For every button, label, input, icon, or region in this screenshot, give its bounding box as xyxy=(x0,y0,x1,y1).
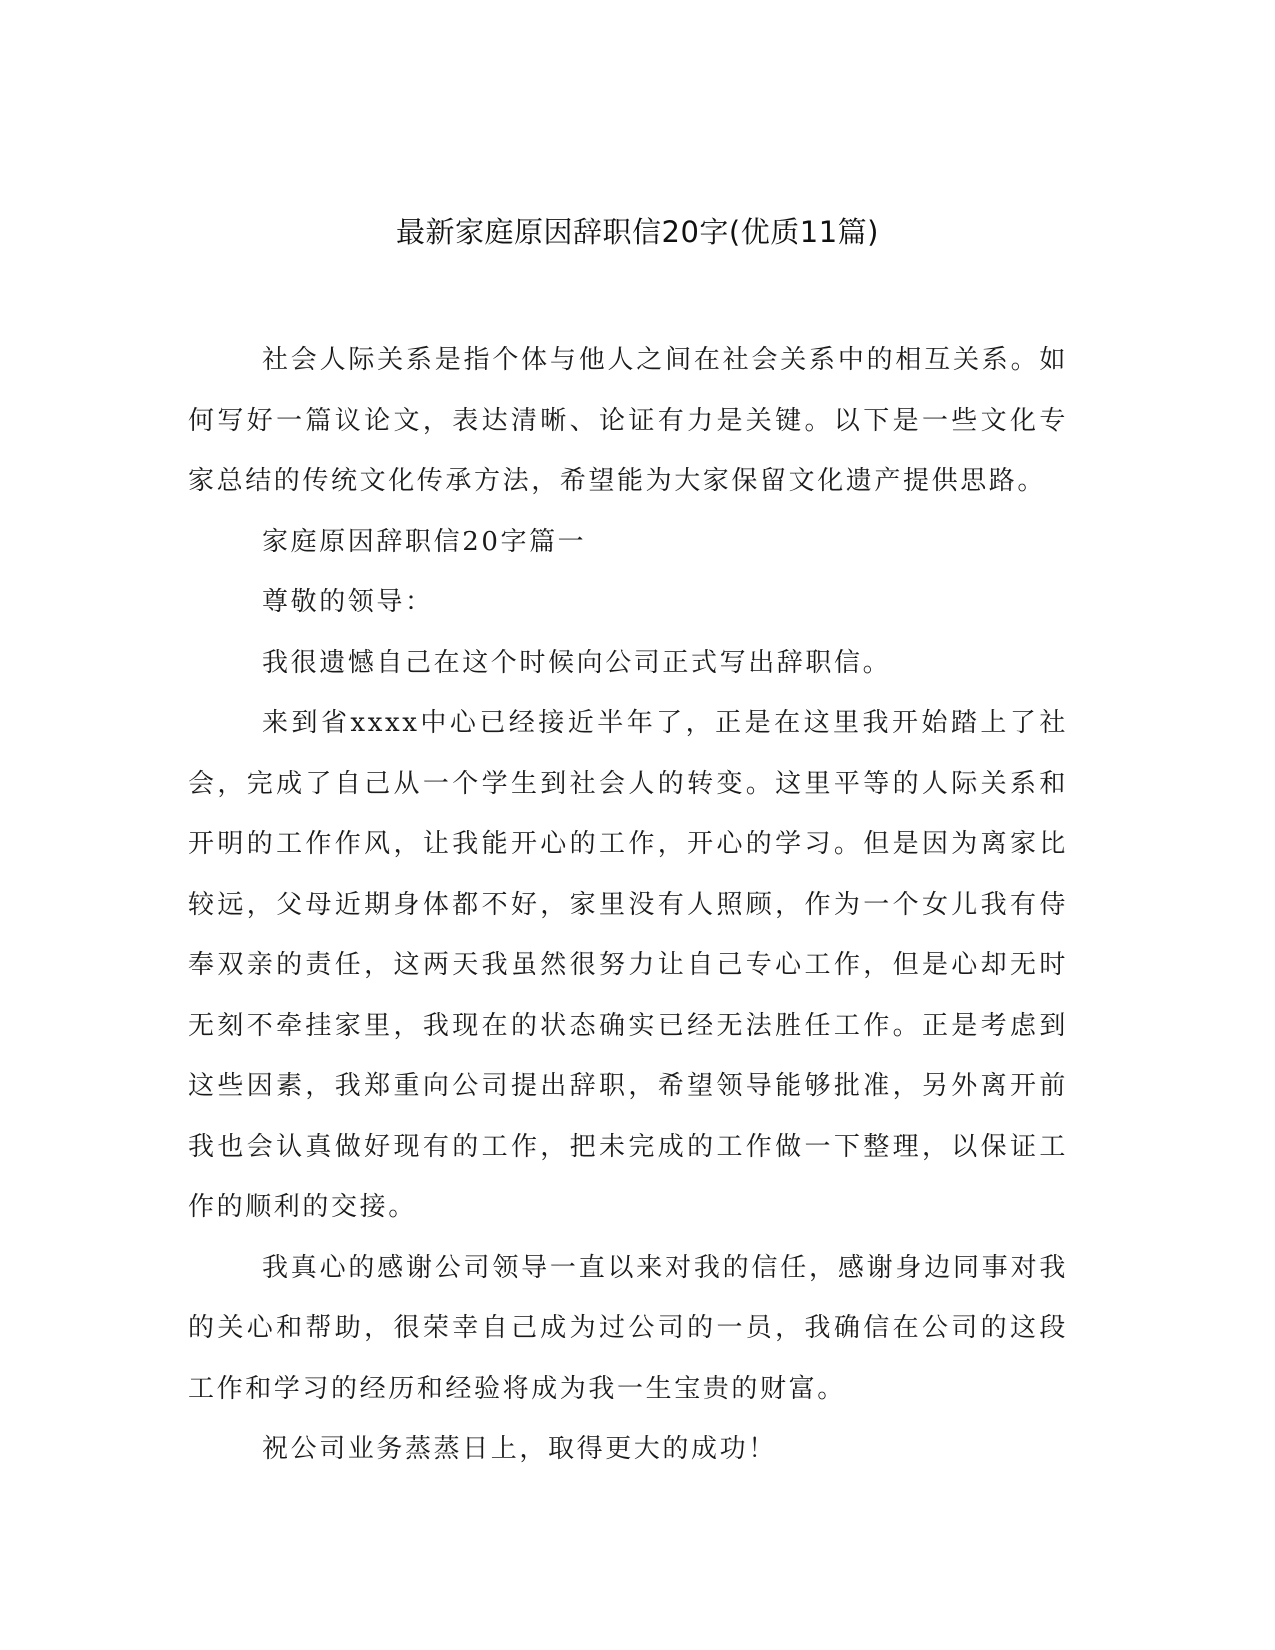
section-heading: 家庭原因辞职信20字篇一 xyxy=(262,526,587,557)
document-title: 最新家庭原因辞职信20字(优质11篇) xyxy=(396,215,879,249)
intro-paragraph: 社会人际关系是指个体与他人之间在社会关系中的相互关系。如何写好一篇议论文，表达清晰、论证有力是关键。以下是一些文化专家总结的传统文化传承方法，希望能为大家保留文化遗产提供思路。 xyxy=(188,345,1068,496)
letter-paragraph: 来到省xxxx中心已经接近半年了，正是在这里我开始踏上了社会，完成了自己从一个学生到社会人的转变。这里平等的人际关系和开明的工作作风，让我能开心的工作，开心的学习。但是因为离家比较远，父母近期身体都不好，家里没有人照顾，作为一个女儿我有侍奉双亲的责任，这两天我虽然很努力让自己专心工作，但是心却无时无刻不牵挂家里，我现在的状态确实已经无法胜任工作。正是考虑到这些因素，我郑重向公司提出辞职，希望领导能够批准，另外离开前我也会认真做好现有的工作，把未完成的工作做一下整理，以保证工作的顺利的交接。 xyxy=(188,708,1068,1222)
letter-paragraph: 我很遗憾自己在这个时候向公司正式写出辞职信。 xyxy=(262,647,892,678)
closing-wish: 祝公司业务蒸蒸日上，取得更大的成功！ xyxy=(262,1434,777,1464)
document-body xyxy=(188,330,1068,1480)
letter-paragraph: 我真心的感谢公司领导一直以来对我的信任，感谢身边同事对我的关心和帮助，很荣幸自己成为过公司的一员，我确信在公司的这段工作和学习的经历和经验将成为我一生宝贵的财富。 xyxy=(188,1252,1068,1404)
salutation: 尊敬的领导： xyxy=(262,587,434,617)
